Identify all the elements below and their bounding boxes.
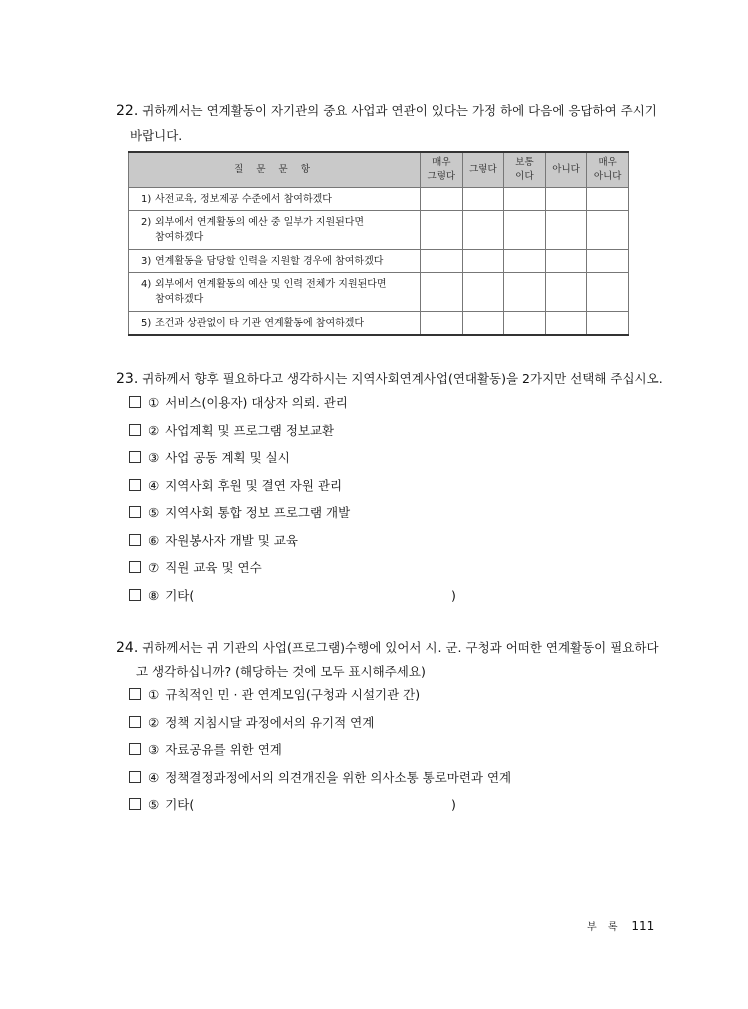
table-row bbox=[129, 188, 629, 211]
question-23 bbox=[116, 369, 663, 389]
checkbox[interactable] bbox=[129, 534, 141, 546]
answer-cell[interactable] bbox=[421, 211, 463, 250]
question-text-cont: 바랍니다. bbox=[130, 128, 183, 143]
option-label: 지역사회 통합 정보 프로그램 개발 bbox=[165, 505, 351, 520]
question-text: 귀하께서는 귀 기관의 사업(프로그램)수행에 있어서 시. 군. 구청과 어떠한 연계활동이 필요하다 bbox=[142, 640, 659, 655]
question-22 bbox=[116, 101, 657, 146]
checkbox[interactable] bbox=[129, 561, 141, 573]
answer-cell[interactable] bbox=[545, 250, 587, 273]
question-text: 귀하께서 향후 필요하다고 생각하시는 지역사회연계사업(연대활동)을 2가지만 선택해 주십시오. bbox=[142, 371, 663, 386]
answer-cell[interactable] bbox=[421, 188, 463, 211]
section-label: 부 록 bbox=[587, 922, 622, 933]
item-text-cont: 참여하겠다 bbox=[155, 294, 204, 305]
checkbox[interactable] bbox=[129, 506, 141, 518]
option-number: ① bbox=[148, 395, 160, 410]
question-text: 귀하께서는 연계활동이 자기관의 중요 사업과 연관이 있다는 가정 하에 다음에 응답하여 주시기 bbox=[142, 103, 657, 118]
option-item[interactable] bbox=[129, 393, 350, 421]
answer-cell[interactable] bbox=[421, 273, 463, 312]
question-number: 22. bbox=[116, 103, 139, 119]
page-footer bbox=[587, 918, 654, 933]
option-item[interactable] bbox=[129, 558, 350, 586]
checkbox[interactable] bbox=[129, 798, 141, 810]
option-item[interactable] bbox=[129, 795, 511, 823]
answer-cell[interactable] bbox=[504, 312, 546, 336]
item-index: 2) bbox=[141, 217, 152, 228]
option-number: ④ bbox=[148, 769, 160, 785]
checkbox[interactable] bbox=[129, 396, 141, 408]
checkbox[interactable] bbox=[129, 716, 141, 728]
option-item[interactable] bbox=[129, 713, 511, 741]
option-item[interactable] bbox=[129, 476, 350, 504]
checkbox[interactable] bbox=[129, 688, 141, 700]
question-item bbox=[129, 273, 421, 312]
answer-cell[interactable] bbox=[504, 211, 546, 250]
item-index: 5) bbox=[141, 317, 152, 329]
header-question: 질 문 문 항 bbox=[129, 152, 421, 188]
option-number: ② bbox=[148, 714, 160, 730]
option-number: ⑦ bbox=[148, 560, 160, 575]
page-number: 111 bbox=[631, 919, 655, 933]
answer-cell[interactable] bbox=[504, 188, 546, 211]
option-number: ⑤ bbox=[148, 505, 160, 520]
option-item[interactable] bbox=[129, 740, 511, 768]
option-number: ⑥ bbox=[148, 532, 160, 548]
option-item[interactable] bbox=[129, 421, 350, 449]
question-item bbox=[129, 250, 421, 273]
header-option: 보통 이다 bbox=[504, 152, 546, 188]
item-text: 연계활동을 담당할 인력을 지원할 경우에 참여하겠다 bbox=[155, 255, 384, 267]
question-item bbox=[129, 312, 421, 336]
question-number: 23. bbox=[116, 371, 139, 387]
option-number: ② bbox=[148, 422, 160, 438]
q24-options bbox=[129, 685, 511, 823]
option-label: 직원 교육 및 연수 bbox=[165, 560, 262, 575]
answer-cell[interactable] bbox=[462, 312, 504, 336]
option-label: 서비스(이용자) 대상자 의뢰. 관리 bbox=[165, 395, 348, 410]
item-text: 사전교육, 정보제공 수준에서 참여하겠다 bbox=[155, 193, 332, 205]
table-row bbox=[129, 312, 629, 336]
answer-cell[interactable] bbox=[587, 273, 629, 312]
option-item[interactable] bbox=[129, 586, 456, 614]
option-item[interactable] bbox=[129, 531, 350, 559]
checkbox[interactable] bbox=[129, 451, 141, 463]
option-label: 자료공유를 위한 연계 bbox=[165, 742, 282, 757]
question-item bbox=[129, 211, 421, 250]
answer-cell[interactable] bbox=[504, 273, 546, 312]
checkbox[interactable] bbox=[129, 424, 141, 436]
option-label: 정책결정과정에서의 의견개진을 위한 의사소통 통로마련과 연계 bbox=[165, 769, 512, 785]
option-label: 정책 지침시달 과정에서의 유기적 연계 bbox=[165, 714, 375, 730]
item-index: 1) bbox=[141, 193, 152, 205]
question-number: 24. bbox=[116, 640, 139, 656]
checkbox[interactable] bbox=[129, 589, 141, 601]
answer-cell[interactable] bbox=[545, 188, 587, 211]
option-close-paren: ) bbox=[451, 797, 456, 812]
item-text-cont: 참여하겠다 bbox=[155, 232, 204, 243]
checkbox[interactable] bbox=[129, 771, 141, 783]
answer-cell[interactable] bbox=[421, 250, 463, 273]
question-text-cont: 고 생각하십니까? (해당하는 것에 모두 표시해주세요) bbox=[136, 664, 426, 679]
option-number: ④ bbox=[148, 477, 160, 493]
answer-cell[interactable] bbox=[587, 312, 629, 336]
answer-cell[interactable] bbox=[462, 273, 504, 312]
answer-cell[interactable] bbox=[587, 250, 629, 273]
option-number: ⑤ bbox=[148, 797, 160, 812]
answer-cell[interactable] bbox=[504, 250, 546, 273]
option-label: 자원봉사자 개발 및 교육 bbox=[165, 532, 298, 548]
option-item[interactable] bbox=[129, 685, 511, 713]
option-number: ⑧ bbox=[148, 587, 160, 603]
option-item[interactable] bbox=[129, 448, 350, 476]
option-label: 규칙적인 민 · 관 연계모임(구청과 시설기관 간) bbox=[165, 687, 421, 702]
question-24 bbox=[116, 638, 659, 682]
answer-cell[interactable] bbox=[587, 188, 629, 211]
option-number: ③ bbox=[148, 742, 160, 757]
likert-table bbox=[128, 151, 629, 336]
option-label: 사업 공동 계획 및 실시 bbox=[165, 450, 290, 465]
checkbox[interactable] bbox=[129, 743, 141, 755]
q23-options bbox=[129, 393, 456, 613]
item-text: 조건과 상관없이 타 기관 연계활동에 참여하겠다 bbox=[155, 317, 365, 329]
option-label: 지역사회 후원 및 결연 자원 관리 bbox=[165, 477, 343, 493]
item-text: 외부에서 연계활동의 예산 중 일부가 지원된다면 bbox=[155, 217, 365, 228]
item-index: 3) bbox=[141, 255, 152, 267]
header-option: 매우 그렇다 bbox=[421, 152, 463, 188]
answer-cell[interactable] bbox=[545, 312, 587, 336]
answer-cell[interactable] bbox=[545, 273, 587, 312]
header-option: 매우 아니다 bbox=[587, 152, 629, 188]
answer-cell[interactable] bbox=[587, 211, 629, 250]
table-header-row bbox=[129, 152, 629, 188]
checkbox[interactable] bbox=[129, 479, 141, 491]
option-close-paren: ) bbox=[451, 587, 456, 603]
answer-cell[interactable] bbox=[462, 211, 504, 250]
answer-cell[interactable] bbox=[462, 188, 504, 211]
header-option: 그렇다 bbox=[462, 152, 504, 188]
option-number: ① bbox=[148, 687, 160, 702]
header-option: 아니다 bbox=[545, 152, 587, 188]
answer-cell[interactable] bbox=[545, 211, 587, 250]
item-text: 외부에서 연계활동의 예산 및 인력 전체가 지원된다면 bbox=[155, 279, 387, 290]
option-item[interactable] bbox=[129, 768, 511, 796]
table-row bbox=[129, 250, 629, 273]
option-number: ③ bbox=[148, 450, 160, 465]
table-row bbox=[129, 273, 629, 312]
answer-cell[interactable] bbox=[421, 312, 463, 336]
option-item[interactable] bbox=[129, 503, 350, 531]
question-item bbox=[129, 188, 421, 211]
option-label: 기타( bbox=[165, 797, 195, 812]
table-row bbox=[129, 211, 629, 250]
option-label: 사업계획 및 프로그램 정보교환 bbox=[165, 422, 335, 438]
option-label: 기타( bbox=[165, 587, 195, 603]
item-index: 4) bbox=[141, 279, 152, 290]
answer-cell[interactable] bbox=[462, 250, 504, 273]
